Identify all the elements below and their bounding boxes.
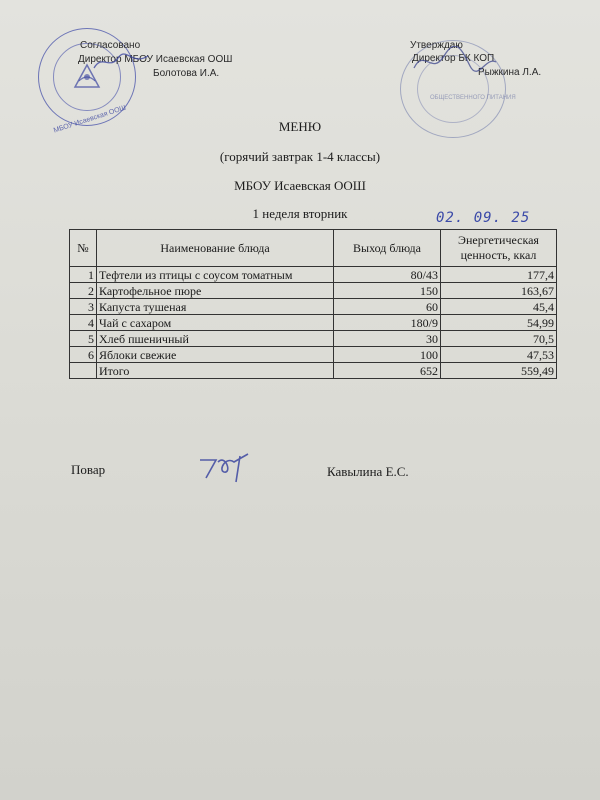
row-output: 60	[334, 299, 441, 315]
table-row	[70, 267, 557, 283]
school-name: МБОУ Исаевская ООШ	[234, 178, 366, 193]
total-label: Итого	[97, 363, 334, 379]
row-num: 1	[70, 267, 97, 283]
stamp-right-text: ОБЩЕСТВЕННОГО ПИТАНИЯ	[430, 95, 516, 101]
header-num: №	[70, 230, 97, 267]
row-name: Капуста тушеная	[97, 299, 334, 315]
header-output: Выход блюда	[334, 230, 441, 267]
row-output: 180/9	[334, 315, 441, 331]
row-num: 3	[70, 299, 97, 315]
total-num	[70, 363, 97, 379]
page-title: МЕНЮ	[278, 119, 322, 134]
total-output: 652	[334, 363, 441, 379]
row-kcal: 70,5	[441, 331, 557, 347]
page-subtitle: (горячий завтрак 1-4 классы)	[219, 149, 381, 164]
row-name: Картофельное пюре	[97, 283, 334, 299]
row-output: 100	[334, 347, 441, 363]
menu-table	[69, 229, 557, 379]
week-day: 1 неделя вторник	[252, 206, 348, 221]
table-row	[70, 331, 557, 347]
row-name: Чай с сахаром	[97, 315, 334, 331]
row-kcal: 163,67	[441, 283, 557, 299]
row-num: 2	[70, 283, 97, 299]
approval-right-line2: Директор БК КОП	[412, 53, 495, 64]
row-num: 4	[70, 315, 97, 331]
row-kcal: 47,53	[441, 347, 557, 363]
table-row	[70, 283, 557, 299]
approval-left-line3: Болотова И.А.	[153, 68, 220, 79]
approval-left-line2: Директор МБОУ Исаевская ООШ	[78, 54, 233, 65]
row-output: 30	[334, 331, 441, 347]
row-num: 6	[70, 347, 97, 363]
approval-left-line1: Согласовано	[80, 40, 141, 51]
row-kcal: 45,4	[441, 299, 557, 315]
row-num: 5	[70, 331, 97, 347]
cook-name: Кавылина Е.С.	[327, 464, 409, 479]
table-row	[70, 315, 557, 331]
table-row	[70, 299, 557, 315]
cook-signature	[196, 448, 256, 484]
row-name: Тефтели из птицы с соусом томатным	[97, 267, 334, 283]
cook-label: Повар	[71, 462, 106, 477]
row-output: 150	[334, 283, 441, 299]
stamp-left-text: МБОУ Исаевская ООШ	[52, 104, 127, 135]
signature-right	[410, 46, 500, 78]
table-row	[70, 347, 557, 363]
header-name: Наименование блюда	[97, 230, 334, 267]
table-total-row	[70, 363, 557, 379]
total-kcal: 559,49	[441, 363, 557, 379]
approval-right-line3: Рыжкина Л.А.	[478, 67, 542, 78]
handwritten-date: 02. 09. 25	[436, 210, 531, 226]
signature-left	[92, 50, 152, 74]
row-name: Яблоки свежие	[97, 347, 334, 363]
row-kcal: 54,99	[441, 315, 557, 331]
table-header-row	[70, 230, 557, 267]
approval-right-line1: Утверждаю	[410, 40, 463, 51]
row-kcal: 177,4	[441, 267, 557, 283]
header-kcal: Энергетическая ценность, ккал	[441, 230, 557, 267]
row-name: Хлеб пшеничный	[97, 331, 334, 347]
row-output: 80/43	[334, 267, 441, 283]
